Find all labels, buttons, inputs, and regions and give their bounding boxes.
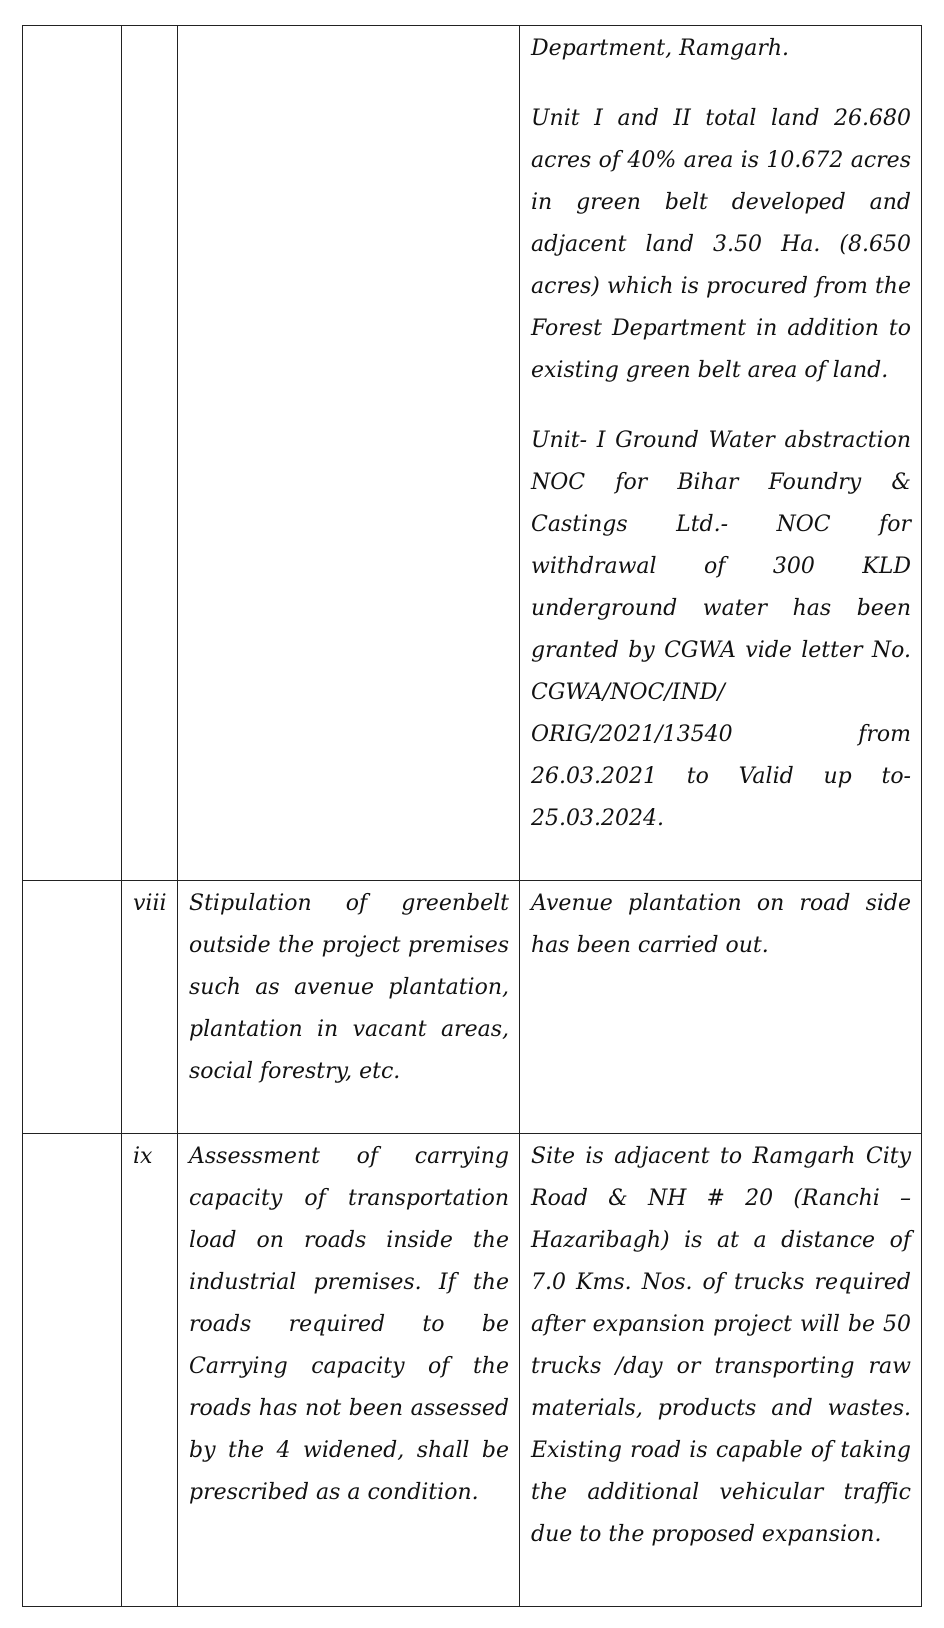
compliance-cell <box>520 26 922 881</box>
compliance-cell <box>520 1134 922 1607</box>
condition-cell <box>178 1134 520 1607</box>
serial-cell <box>23 26 122 881</box>
table-row <box>23 26 922 881</box>
serial-cell <box>23 881 122 1134</box>
compliance-paragraph: Unit- I Ground Water abstraction NOC for Bihar Foundry & Castings Ltd.- NOC for withdrawal of 300 KLD underground water has been granted by CGWA vide letter No. CGWA/NOC/IND/ ORIG/2021/13540 from 26.03.2021 to Valid up to-25.03.2024. <box>531 428 911 831</box>
condition-cell <box>178 26 520 881</box>
table-row <box>23 881 922 1134</box>
table-row <box>23 1134 922 1607</box>
condition-text: Stipulation of greenbelt outside the project premises such as avenue plantation, plantation in vacant areas, social forestry, etc. <box>189 891 509 1084</box>
condition-text: Assessment of carrying capacity of transportation load on roads inside the industrial premises. If the roads required to be Carrying capacity of the roads has not been assessed by the 4 widened, shall be prescribed as a condition. <box>189 1144 509 1505</box>
compliance-table <box>22 25 922 1607</box>
condition-cell <box>178 881 520 1134</box>
item-number-cell: ix <box>122 1134 178 1607</box>
serial-cell <box>23 1134 122 1607</box>
compliance-paragraph: Site is adjacent to Ramgarh City Road & NH # 20 (Ranchi – Hazaribagh) is at a distance of 7.0 Kms. Nos. of trucks required after expansion project will be 50 trucks /day or transporting raw materials, products and wastes. Existing road is capable of taking the additional vehicular traffic due to the proposed expansion. <box>531 1144 911 1547</box>
compliance-paragraph: Avenue plantation on road side has been carried out. <box>531 891 911 958</box>
item-number-cell: viii <box>122 881 178 1134</box>
compliance-paragraph: Unit I and II total land 26.680 acres of 40% area is 10.672 acres in green belt developed and adjacent land 3.50 Ha. (8.650 acres) which is procured from the Forest Department in addition to existing green belt area of land. <box>531 106 911 383</box>
item-number-cell <box>122 26 178 881</box>
compliance-paragraph: Department, Ramgarh. <box>531 36 790 61</box>
compliance-cell <box>520 881 922 1134</box>
